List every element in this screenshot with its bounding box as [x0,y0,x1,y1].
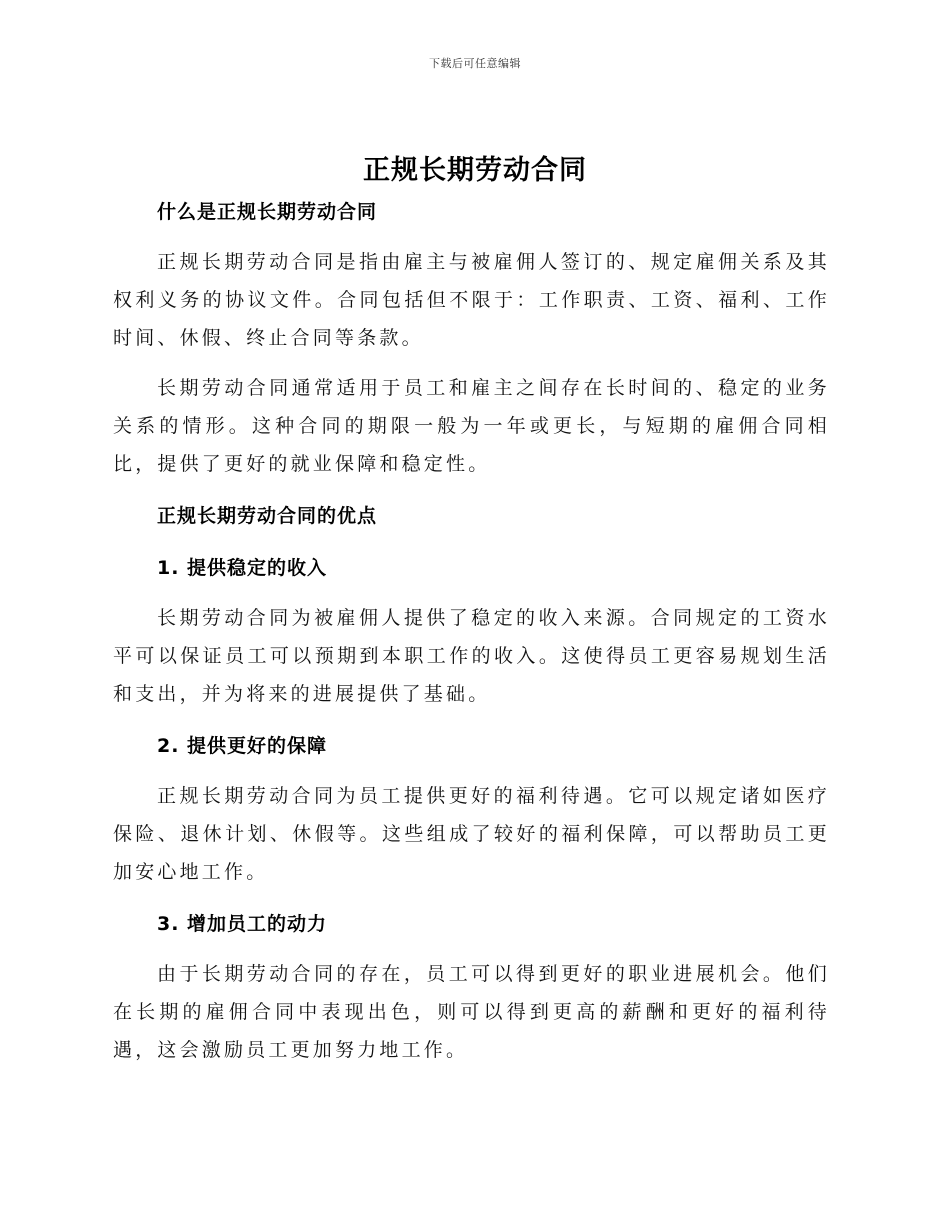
document-body [113,193,830,1069]
subheading-motivation: 3. 增加员工的动力 [157,913,328,935]
paragraph-stable-income: 长期劳动合同为被雇佣人提供了稳定的收入来源。合同规定的工资水平可以保证员工可以预期到本职工作的收入。这使得员工更容易规划生活和支出，并为将来的进展提供了基础。 [113,607,830,705]
section-heading-advantages: 正规长期劳动合同的优点 [157,505,378,527]
paragraph-motivation: 由于长期劳动合同的存在，员工可以得到更好的职业进展机会。他们在长期的雇佣合同中表现出色，则可以得到更高的薪酬和更好的福利待遇，这会激励员工更加努力地工作。 [113,963,830,1061]
paragraph-definition: 正规长期劳动合同是指由雇主与被雇佣人签订的、规定雇佣关系及其权利义务的协议文件。合同包括但不限于：工作职责、工资、福利、工作时间、休假、终止合同等条款。 [113,251,830,349]
subheading-stable-income: 1. 提供稳定的收入 [157,557,328,579]
subheading-better-protection: 2. 提供更好的保障 [157,735,328,757]
section-heading-what-is: 什么是正规长期劳动合同 [157,201,378,223]
paragraph-better-protection: 正规长期劳动合同为员工提供更好的福利待遇。它可以规定诸如医疗保险、退休计划、休假等。这些组成了较好的福利保障，可以帮助员工更加安心地工作。 [113,785,830,883]
header-note: 下载后可任意编辑 [429,57,521,70]
document-title: 正规长期劳动合同 [363,155,587,186]
paragraph-applicability: 长期劳动合同通常适用于员工和雇主之间存在长时间的、稳定的业务关系的情形。这种合同的期限一般为一年或更长，与短期的雇佣合同相比，提供了更好的就业保障和稳定性。 [113,377,830,475]
